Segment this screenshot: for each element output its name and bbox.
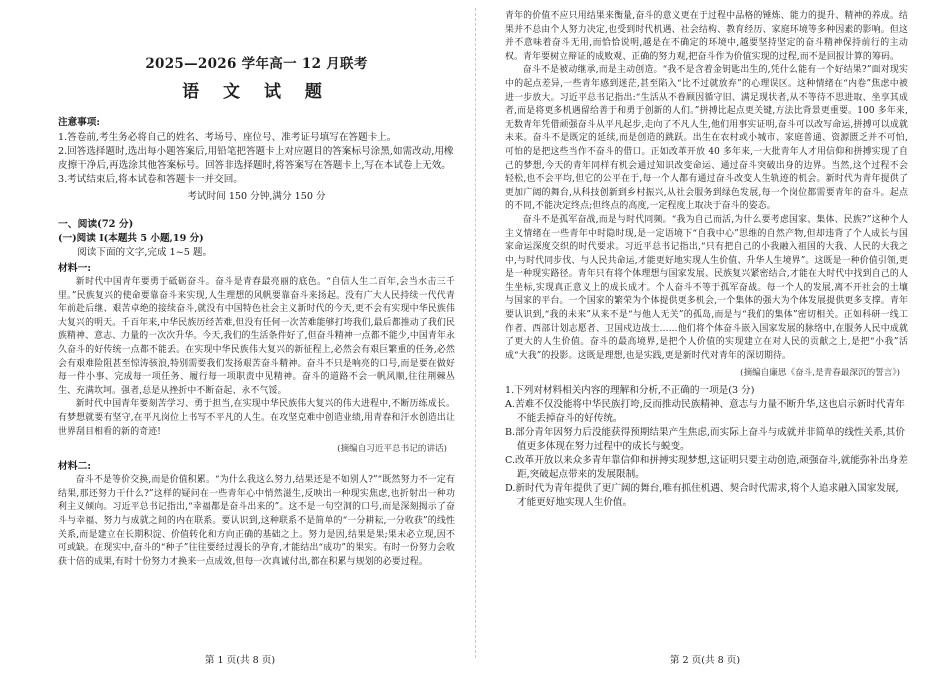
question-1 [505, 384, 908, 510]
page-1-footer: 第 1 页(共 8 页) [204, 655, 276, 666]
question-1-option-c: C.改革开放以来众多青年靠信仰和拼搏实现梦想,这证明只要主动创造,顽强奋斗,就能弥补出身差距,突破起点带来的发展限制。 [505, 455, 908, 481]
section-instruction: 阅读下面的文字,完成 1~5 题。 [77, 247, 213, 258]
notice-title: 注意事项: [58, 117, 100, 128]
notice-block [58, 116, 455, 204]
notice-item-2: 2.回答选择题时,选出每小题答案后,用铅笔把答题卡上对应题目的答案标号涂黑,如需改动,用橡皮擦干净后,再选涂其他答案标号。回答非选择题时,将答案写在答题卡上,写在本试卷上无效。 [58, 146, 454, 171]
material-1-paragraph-2: 新时代中国青年要刻苦学习、勇于担当,在实现中华民族伟大复兴的伟大进程中,不断历练成长。有梦想就要有坚守,在平凡岗位上书写不平凡的人生。在攻坚克难中创造业绩,用青春和汗水创造出让世界刮目相看的新的奇迹! [58, 399, 455, 437]
notice-item-1: 1.答卷前,考生务必将自己的姓名、考场号、座位号、准考证号填写在答题卡上。 [58, 132, 397, 143]
material-2-paragraph-3: 奋斗不是被动继承,而是主动创造。“我不是含着金钥匙出生的,凭什么能有一个好结果?”面对现实中的起点差异,一些青年感到迷茫,甚至陷入“比不过就放弃”的心理误区。这种情绪在“内卷”焦虑中被进一步放大。习近平总书记指出:“生活从不眷顾因循守旧、满足现状者,从不等待不思进取、坐享其成者,而是将更多机遇留给善于和勇于创新的人们。”拼搏比起点更关键,方法比背景更重要。100 多年来,无数青年凭借顽强奋斗从平凡起步,走向了不凡人生,他们用事实证明,奋斗可以改写命运,拼搏可以成就未来。奋斗不是既定的延续,而是创造的跳跃。出生在农村或小城市、家庭普通、资源匮乏并不可怕,可怕的是把这些当作不奋斗的借口。正如改革开放 40 多年来,一大批青年人才用信仰和拼搏实现了自己的梦想,今天的青年同样有机会通过知识改变命运、通过奋斗突破出身的边界。当然,这个过程不会轻松,也不会平均,但它的公平在于,每一个人都有通过奋斗改变人生轨迹的机会。新时代为青年提供了更加广阔的舞台,从科技创新到乡村振兴,从社会服务到绿色发展,每一个岗位都需要青年的奋斗。起点的不同,不能决定终点;但终点的高度,一定程度上取决于奋斗的姿态。 [505, 65, 908, 212]
question-1-option-a: A.苦难不仅没能将中华民族打垮,反而推动民族精神、意志与力量不断升华,这也启示新时代青年不能丢掉奋斗的好传统。 [505, 399, 905, 425]
page-2-footer: 第 2 页(共 8 页) [669, 655, 741, 666]
question-1-option-d: D.新时代为青年提供了更广阔的舞台,唯有抓住机遇、契合时代需求,将个人追求融入国家发展,才能更好地实现人生价值。 [505, 483, 899, 509]
section-title: 一、阅读(72 分) [58, 219, 134, 230]
material-1-label: 材料一: [58, 263, 92, 274]
question-1-option-b: B.部分青年因努力后没能获得预期结果产生焦虑,而实际上奋斗与成就并非简单的线性关系,其价值更多体现在努力过程中的成长与蜕变。 [505, 427, 905, 453]
subject-title: 语 文 试 题 [182, 82, 331, 102]
material-1-paragraph-1: 新时代中国青年要勇于砥砺奋斗。奋斗是青春最亮丽的底色。“自信人生二百年,会当水击三千里。”民族复兴的使命要靠奋斗来实现,人生理想的风帆要靠奋斗来扬起。没有广大人民持续一代代青年前赴后继、艰苦卓绝的接续奋斗,就没有中国特色社会主义新时代的今天,更不会有实现中华民族伟大复兴的明天。千百年来,中华民族历经苦难,但没有任何一次苦难能够打垮我们,最后都推动了我们民族精神、意志、力量的一次次升华。今天,我们的生活条件好了,但奋斗精神一点都不能少,中国青年永久奋斗的好传统一点都不能丢。在实现中华民族伟大复兴的新征程上,必然会有艰巨繁重的任务,必然会有艰难险阻甚至惊涛骇浪,特别需要我们发扬艰苦奋斗精神。奋斗不只是响亮的口号,而是要在做好每一件小事、完成每一项任务、履行每一项职责中见精神。奋斗的道路不会一帆风顺,往往荆棘丛生、充满坎坷。强者,总是从挫折中不断奋起、永不气馁。 [58, 277, 455, 396]
material-2-paragraph-1: 奋斗不是等价交换,而是价值积累。“为什么我这么努力,结果还是不如别人?”“既然努力不一定有结果,那还努力干什么?”这样的疑问在一些青年心中悄然滋生,反映出一种现实焦虑,也折射出一种功利主义倾向。习近平总书记指出,“幸福都是奋斗出来的”。这不是一句空洞的口号,而是深刻揭示了奋斗与幸福、努力与成就之间的内在联系。要认识到,这种联系不是简单的“一分耕耘,一分收获”的线性关系,而是建立在长期积淀、价值转化和方向正确的基础之上。努力是因,结果是果;果未必立现,因不可或缺。在现实中,奋斗的“种子”往往要经过漫长的孕育,才能结出“成功”的果实。有时一份努力会收获十倍的成果,有时十份努力才换来一点成效,但每一次真诚付出,都在积累与规划的必要过程。 [58, 475, 455, 567]
section-subtitle: (一)阅读 I(本题共 5 小题,19 分) [58, 233, 204, 244]
material-1-source: (摘编自习近平总书记的讲话) [337, 444, 447, 455]
material-2-paragraph-4: 奋斗不是孤军奋战,而是与时代同频。“我为自己而活,为什么要考虑国家、集体、民族?”这种个人主义情绪在一些青年中时隐时现,是一定语境下“自我中心”思维的自然产物,但却违背了个人成长与国家命运深度交织的时代要求。习近平总书记指出,“只有把自己的小我融入祖国的大我、人民的大我之中,与时代同步伐、与人民共命运,才能更好地实现人生价值、升华人生境界”。这既是一种价值引领,更是一种现实路径。青年只有将个体理想与国家发展、民族复兴紧密结合,才能在大时代中找到自己的人生坐标,实现真正意义上的成长成才。个人奋斗不等于孤军奋战。每一个人的发展,离不开社会的土壤与国家的平台。一个国家的繁荣为个体提供更多机会,一个集体的强大为个体发展提供更多支撑。青年要认识到,“我的未来”从来不是“与他人无关”的孤岛,而是与“我们的集体”密切相关。正如科研一线工作者、西部计划志愿者、卫国戍边战士……他们将个体奋斗嵌入国家发展的脉络中,在服务人民中成就了更大的人生价值。奋斗的最高境界,是把个人价值的实现建立在对人民的贡献之上,是把“小我”活成“大我”的投影。这既是理想,也是实践,更是新时代对青年的深切期待。 [505, 214, 908, 361]
notice-item-3: 3.考试结束后,将本试卷和答题卡一并交回。 [58, 174, 243, 185]
material-2-source: (摘编自廉思《奋斗,是青春最深沉的誓言》) [740, 368, 900, 379]
exam-title: 2025—2026 学年高一 12 月联考 [145, 56, 368, 72]
question-1-stem: 1.下列对材料相关内容的理解和分析,不正确的一项是(3 分) [505, 385, 755, 397]
material-2-paragraph-continued: 青年的价值不应只用结果来衡量,奋斗的意义更在于过程中品格的锤炼、能力的提升、精神的养成。结果并不总由个人努力决定,也受到时代机遇、社会结构、教育经历、家庭环境等多种因素的影响。但这并不意味着奋斗无用,而恰恰说明,越是在不确定的环境中,越要坚持坚定的奋斗精神保持前行的主动权。青年要树立辩证的成败观、正确的努力观,把奋斗作为价值实现的过程,而不是回报计算的筹码。 [505, 11, 908, 62]
exam-time: 考试时间 150 分钟,满分 150 分 [187, 191, 326, 202]
page-2 [475, 0, 950, 673]
material-2-label: 材料二: [58, 461, 92, 473]
